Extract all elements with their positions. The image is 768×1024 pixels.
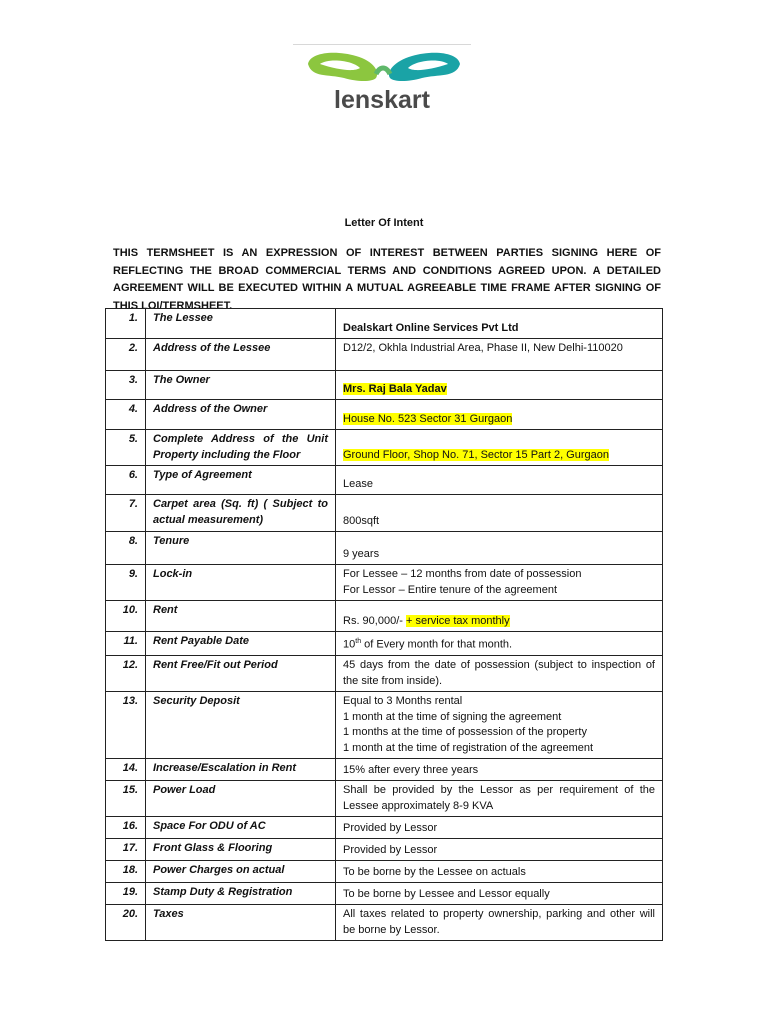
row-number: 17.	[106, 839, 146, 861]
row-label: Tenure	[146, 532, 336, 565]
payable-day: 10	[343, 638, 356, 651]
row-label: Carpet area (Sq. ft) ( Subject to actual measurement)	[146, 495, 336, 532]
row-value: To be borne by the Lessee on actuals	[336, 861, 663, 883]
row-label: Rent Free/Fit out Period	[146, 656, 336, 692]
row-number: 1.	[106, 309, 146, 339]
table-row	[106, 565, 663, 601]
row-number: 12.	[106, 656, 146, 692]
document-title: Letter Of Intent	[344, 217, 424, 229]
row-value: To be borne by Lessee and Lessor equally	[336, 883, 663, 905]
row-number: 9.	[106, 565, 146, 601]
row-number: 2.	[106, 339, 146, 371]
row-value: 15% after every three years	[336, 759, 663, 781]
value-line: Equal to 3 Months rental	[343, 695, 463, 708]
row-label: The Owner	[146, 371, 336, 400]
row-label: Rent	[146, 601, 336, 632]
table-row	[106, 400, 663, 430]
row-number: 7.	[106, 495, 146, 532]
table-row	[106, 601, 663, 632]
table-row	[106, 905, 663, 941]
row-value	[336, 371, 663, 400]
row-value: Provided by Lessor	[336, 817, 663, 839]
row-value: Lease	[336, 466, 663, 495]
row-number: 8.	[106, 532, 146, 565]
row-label: Taxes	[146, 905, 336, 941]
value-line: 1 month at the time of signing the agreement	[343, 710, 562, 723]
value-line: For Lessor – Entire tenure of the agreement	[343, 583, 558, 596]
value-line: For Lessee – 12 months from date of possession	[343, 568, 582, 580]
table-row	[106, 632, 663, 656]
service-tax-highlight: + service tax monthly	[405, 614, 510, 627]
row-number: 20.	[106, 905, 146, 941]
row-label: Stamp Duty & Registration	[146, 883, 336, 905]
row-number: 6.	[106, 466, 146, 495]
row-number: 15.	[106, 781, 146, 817]
row-value	[336, 692, 663, 759]
row-label: Front Glass & Flooring	[146, 839, 336, 861]
row-value	[336, 632, 663, 656]
table-row	[106, 339, 663, 371]
table-row	[106, 839, 663, 861]
row-label: Address of the Owner	[146, 400, 336, 430]
row-value	[336, 400, 663, 430]
table-row	[106, 495, 663, 532]
row-number: 5.	[106, 430, 146, 466]
value-line: 1 month at the time of registration of the agreement	[343, 741, 594, 754]
intro-paragraph: THIS TERMSHEET IS AN EXPRESSION OF INTEREST BETWEEN PARTIES SIGNING HERE OF REFLECTING THE BROAD COMMERCIAL TERMS AND CONDITIONS AGREED UPON. A DETAILED AGREEMENT WILL BE EXECUTED WITHIN A MUTUAL AGREEABLE TIME FRAME AFTER SIGNING OF THIS LOI/TERMSHEET.	[113, 247, 661, 312]
row-label: Security Deposit	[146, 692, 336, 759]
row-label: Address of the Lessee	[146, 339, 336, 371]
row-number: 11.	[106, 632, 146, 656]
row-label: Complete Address of the Unit Property including the Floor	[146, 430, 336, 466]
table-row	[106, 656, 663, 692]
payable-day-suffix: th	[355, 638, 362, 645]
table-row	[106, 781, 663, 817]
row-label: The Lessee	[146, 309, 336, 339]
row-value: 45 days from the date of possession (subject to inspection of the site from inside).	[336, 656, 663, 692]
row-number: 10.	[106, 601, 146, 632]
row-value: Dealskart Online Services Pvt Ltd	[336, 309, 663, 339]
row-value: Provided by Lessor	[336, 839, 663, 861]
owner-name-highlight: Mrs. Raj Bala Yadav	[343, 382, 447, 395]
row-label: Lock-in	[146, 565, 336, 601]
payable-text: of Every month for that month.	[361, 638, 513, 651]
table-row	[106, 861, 663, 883]
row-label: Power Load	[146, 781, 336, 817]
row-value: Shall be provided by the Lessor as per requirement of the Lessee approximately 8-9 KVA	[336, 781, 663, 817]
table-row	[106, 883, 663, 905]
table-row	[106, 430, 663, 466]
value-line: 1 months at the time of possession of the property	[343, 726, 587, 739]
terms-table	[105, 308, 663, 941]
row-number: 16.	[106, 817, 146, 839]
table-row	[106, 817, 663, 839]
row-label: Power Charges on actual	[146, 861, 336, 883]
table-row	[106, 532, 663, 565]
rent-amount: Rs. 90,000/-	[343, 614, 403, 627]
row-value: All taxes related to property ownership, parking and other will be borne by Lessor.	[336, 905, 663, 941]
owner-address-highlight: House No. 523 Sector 31 Gurgaon	[343, 412, 513, 425]
table-row	[106, 466, 663, 495]
row-value	[336, 565, 663, 601]
row-number: 4.	[106, 400, 146, 430]
row-value: 800sqft	[336, 495, 663, 532]
table-row	[106, 759, 663, 781]
property-address-highlight: Ground Floor, Shop No. 71, Sector 15 Part 2, Gurgaon	[343, 448, 609, 461]
logo-divider	[293, 44, 471, 45]
row-label: Type of Agreement	[146, 466, 336, 495]
row-value: 9 years	[336, 532, 663, 565]
row-label: Rent Payable Date	[146, 632, 336, 656]
row-number: 14.	[106, 759, 146, 781]
row-value	[336, 601, 663, 632]
row-number: 13.	[106, 692, 146, 759]
row-number: 3.	[106, 371, 146, 400]
row-number: 19.	[106, 883, 146, 905]
table-row	[106, 371, 663, 400]
row-label: Space For ODU of AC	[146, 817, 336, 839]
row-value: D12/2, Okhla Industrial Area, Phase II, New Delhi-110020	[336, 339, 663, 371]
row-value	[336, 430, 663, 466]
row-label: Increase/Escalation in Rent	[146, 759, 336, 781]
table-row	[106, 692, 663, 759]
table-row	[106, 309, 663, 339]
row-number: 18.	[106, 861, 146, 883]
logo-wordmark: lenskart	[334, 86, 430, 112]
lenskart-logo	[300, 48, 465, 112]
